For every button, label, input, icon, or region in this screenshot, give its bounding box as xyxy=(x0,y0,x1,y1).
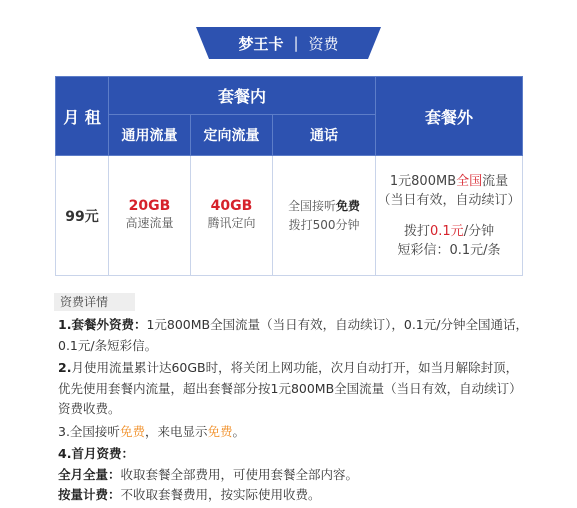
detail-item-3-end: 。 xyxy=(232,423,245,439)
outside-plan-cell xyxy=(376,156,523,276)
detail-item-2-text: 月使用流量累计达60GB时，将关闭上网功能，次月自动打开，如当月解除封顶，优先使用套餐内流量，超出套餐部分按1元800MB全国流量（当日有效，自动续订）资费收费。 xyxy=(58,360,522,416)
detail-item-3-c: ，来电显示 xyxy=(144,423,208,439)
call-receive-free: 免费 xyxy=(336,198,361,213)
detail-item-4 xyxy=(58,444,528,465)
detail-item-1-text: 1元800MB全国流量（当日有效，自动续订），0.1元/分钟全国通话，0.1元/条短彩信。 xyxy=(58,317,528,353)
monthly-rent-header: 月 租 xyxy=(56,77,109,156)
directed-data-cell xyxy=(191,156,273,276)
outside-data-national: 全国 xyxy=(456,173,483,189)
detail-item-3-a: 3.全国接听 xyxy=(58,423,120,439)
general-data-header: 通用流量 xyxy=(109,115,191,156)
outside-data-note: （当日有效，自动续订） xyxy=(377,192,521,208)
directed-data-header: 定向流量 xyxy=(191,115,273,156)
outside-plan-header: 套餐外 xyxy=(376,77,523,156)
outside-sms-price: 短彩信：0.1元/条 xyxy=(397,242,501,258)
details-title: 资费详情 xyxy=(54,293,135,311)
outside-data-price: 1元800MB xyxy=(389,173,457,189)
detail-metered xyxy=(58,485,528,506)
inside-plan-header: 套餐内 xyxy=(109,77,376,115)
detail-item-2-head: 2. xyxy=(58,360,72,375)
full-month-label: 全月全量： xyxy=(58,466,121,482)
directed-data-amount: 40GB xyxy=(210,198,253,214)
detail-item-1-head: 1.套餐外资费： xyxy=(58,317,147,332)
detail-item-1 xyxy=(58,315,528,356)
banner-separator: | xyxy=(293,34,299,52)
metered-text: 不收取套餐费用，按实际使用收费。 xyxy=(120,487,321,502)
call-header: 通话 xyxy=(273,115,376,156)
detail-item-3-free-2: 免费 xyxy=(207,423,233,439)
title-banner xyxy=(196,27,381,59)
metered-label: 按量计费： xyxy=(58,487,121,502)
full-month-text: 收取套餐全部费用，可使用套餐全部内容。 xyxy=(120,466,359,482)
call-dial-minutes: 拨打500分钟 xyxy=(288,217,360,232)
general-data-cell xyxy=(109,156,191,276)
call-receive-label: 全国接听 xyxy=(288,198,337,213)
call-cell xyxy=(273,156,376,276)
banner-title: 梦王卡 xyxy=(238,34,284,53)
outside-call-unit: /分钟 xyxy=(463,223,495,239)
detail-item-2 xyxy=(58,358,528,420)
banner-subtitle: 资费 xyxy=(308,34,339,53)
general-data-amount: 20GB xyxy=(128,198,171,214)
detail-full-month xyxy=(58,465,528,486)
directed-data-desc: 腾讯定向 xyxy=(207,216,256,230)
outside-call-label: 拨打 xyxy=(403,223,430,239)
detail-item-3 xyxy=(58,422,528,443)
detail-item-4-head: 4.首月资费： xyxy=(58,446,134,461)
pricing-table xyxy=(55,76,523,276)
detail-item-3-free-1: 免费 xyxy=(119,423,145,439)
details-section xyxy=(58,315,528,508)
outside-call-price: 0.1元 xyxy=(430,223,464,239)
general-data-desc: 高速流量 xyxy=(125,216,174,230)
rent-value: 99元 xyxy=(56,156,109,276)
outside-data-unit: 流量 xyxy=(482,173,509,189)
